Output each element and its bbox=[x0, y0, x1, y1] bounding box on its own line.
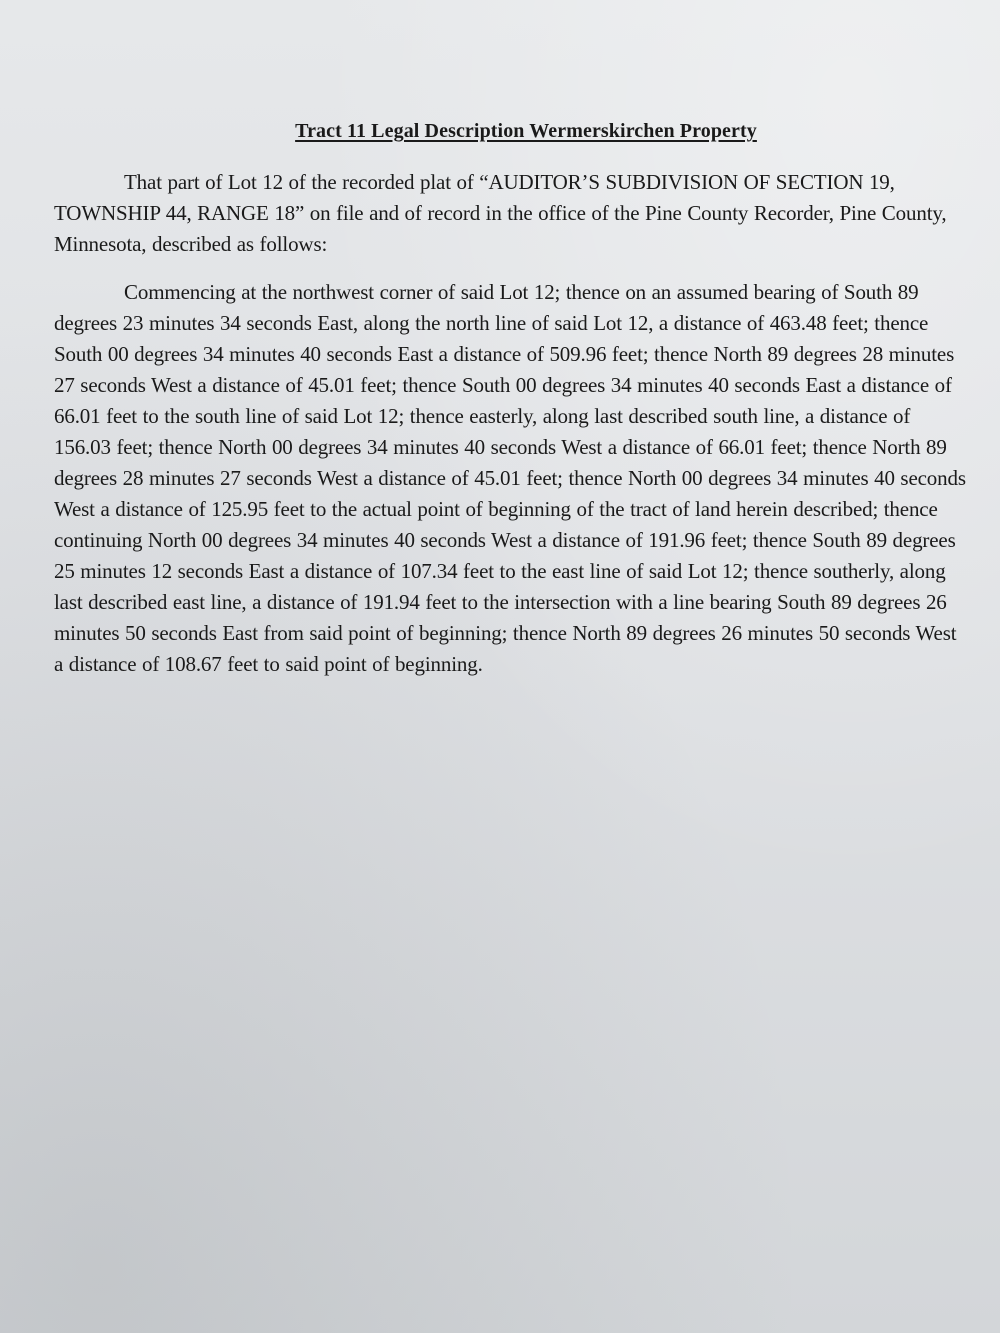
legal-description-paragraph: Commencing at the northwest corner of said Lot 12; thence on an assumed bearing of South 89 degrees 23 minutes 34 seconds East, along the north line of said Lot 12, a distance of 463.48 feet; thence South 00 degrees 34 minutes 40 seconds East a distance of 509.96 feet; thence North 89 degrees 28 minutes 27 seconds West a distance of 45.01 feet; thence South 00 degrees 34 minutes 40 seconds East a distance of 66.01 feet to the south line of said Lot 12; thence easterly, along last described south line, a distance of 156.03 feet; thence North 00 degrees 34 minutes 40 seconds West a distance of 66.01 feet; thence North 89 degrees 28 minutes 27 seconds West a distance of 45.01 feet; thence North 00 degrees 34 minutes 40 seconds West a distance of 125.95 feet to the actual point of beginning of the tract of land herein described; thence continuing North 00 degrees 34 minutes 40 seconds West a distance of 191.96 feet; thence South 89 degrees 25 minutes 12 seconds East a distance of 107.34 feet to the east line of said Lot 12; thence southerly, along last described east line, a distance of 191.94 feet to the intersection with a line bearing South 89 degrees 26 minutes 50 seconds East from said point of beginning; thence North 89 degrees 26 minutes 50 seconds West a distance of 108.67 feet to said point of beginning. bbox=[54, 280, 966, 676]
document-body bbox=[54, 120, 970, 697]
document-title: Tract 11 Legal Description Wermerskirchen Property bbox=[295, 120, 757, 142]
intro-paragraph: That part of Lot 12 of the recorded plat of “AUDITOR’S SUBDIVISION OF SECTION 19, TOWNSHIP 44, RANGE 18” on file and of record in the office of the Pine County Recorder, Pine County, Minnesota, described as follows: bbox=[54, 170, 947, 256]
